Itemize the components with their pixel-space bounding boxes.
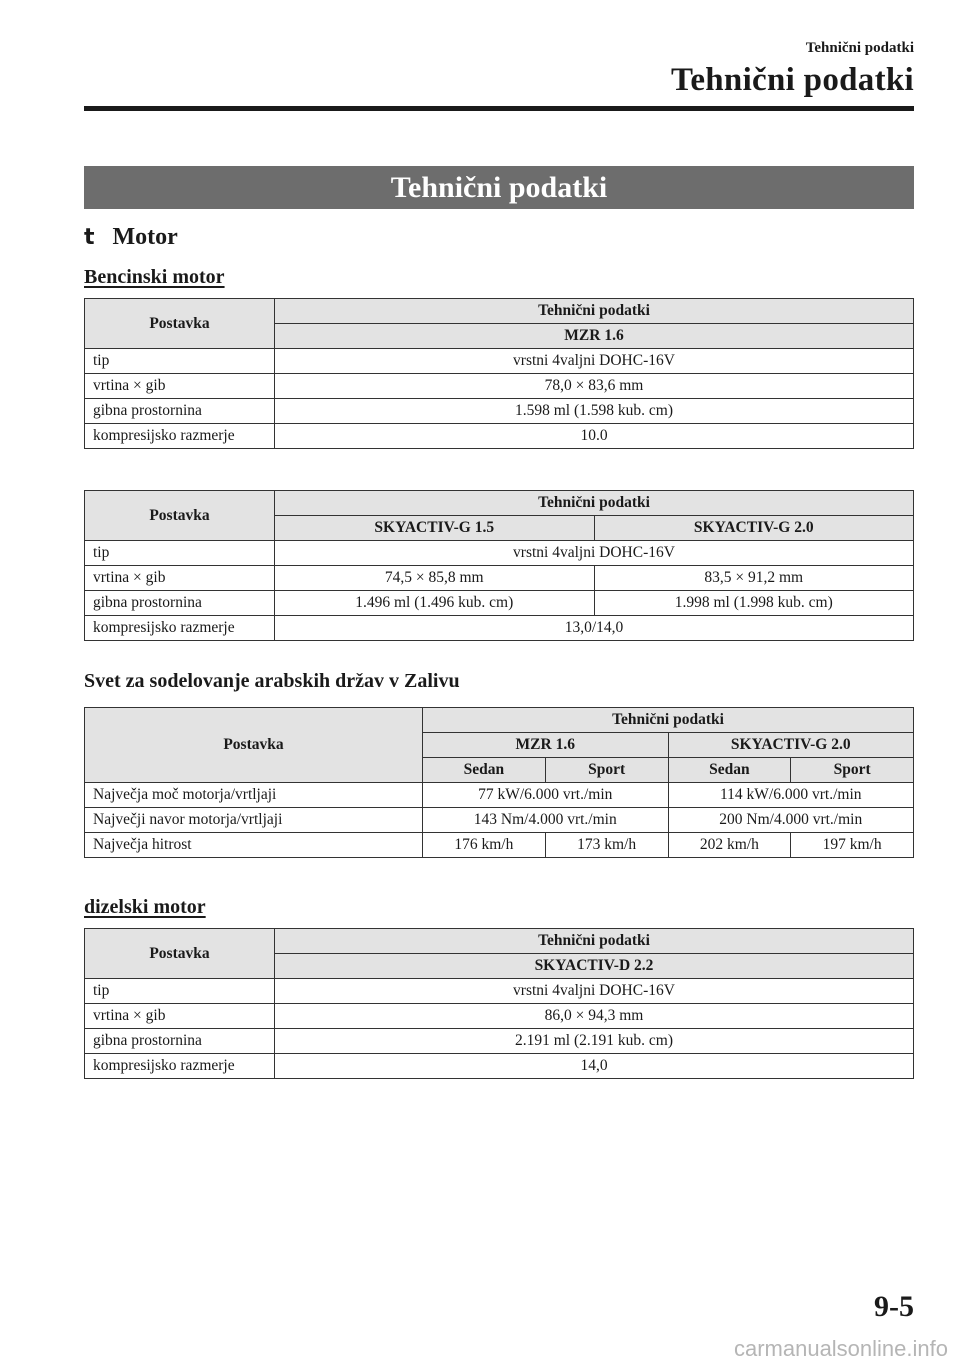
gcc-spec-table [84,707,914,858]
table-row: kompresijsko razmerje 14,0 [85,1054,914,1079]
column-header-item: Postavka [85,708,423,783]
column-header-item: Postavka [85,491,275,541]
body-header: Sedan [668,758,791,783]
section-title: Motor [112,224,178,250]
table-row: kompresijsko razmerje 13,0/14,0 [85,616,914,641]
diesel-spec-table [84,928,914,1079]
variant-header: SKYACTIV-D 2.2 [275,954,914,979]
diesel-heading: dizelski motor [84,896,206,918]
column-header-spec: Tehnični podatki [275,299,914,324]
column-header-spec: Tehnični podatki [275,929,914,954]
table-row: vrtina × gib 86,0 × 94,3 mm [85,1004,914,1029]
header-divider [84,106,914,111]
running-header: Tehnični podatki [805,40,914,56]
table-row: gibna prostornina 1.496 ml (1.496 kub. cm) 1.998 ml (1.998 kub. cm) [85,591,914,616]
column-header-item: Postavka [85,929,275,979]
table-row: kompresijsko razmerje 10.0 [85,424,914,449]
petrol-heading: Bencinski motor [84,266,225,288]
table-row: tip vrstni 4valjni DOHC-16V [85,349,914,374]
table-row: tip vrstni 4valjni DOHC-16V [85,979,914,1004]
table-row: Največji navor motorja/vrtljaji 143 Nm/4.000 vrt./min 200 Nm/4.000 vrt./min [85,808,914,833]
chapter-title: Tehnični podatki [671,62,914,98]
petrol-spec-table-2 [84,490,914,641]
watermark: carmanualsonline.info [733,1336,948,1361]
table-row: Največja hitrost 176 km/h 173 km/h 202 km/h 197 km/h [85,833,914,858]
column-header-spec: Tehnični podatki [275,491,914,516]
body-header: Sport [791,758,914,783]
variant-header: MZR 1.6 [275,324,914,349]
variant-header: MZR 1.6 [423,733,669,758]
column-header-item: Postavka [85,299,275,349]
table-row: Največja moč motorja/vrtljaji 77 kW/6.000 vrt./min 114 kW/6.000 vrt./min [85,783,914,808]
table-row: tip vrstni 4valjni DOHC-16V [85,541,914,566]
page-number: 9-5 [874,1290,914,1323]
gcc-heading: Svet za sodelovanje arabskih držav v Zalivu [84,670,460,692]
variant-header: SKYACTIV-G 2.0 [668,733,914,758]
petrol-spec-table-1 [84,298,914,449]
table-row: vrtina × gib 74,5 × 85,8 mm 83,5 × 91,2 mm [85,566,914,591]
column-header-spec: Tehnični podatki [423,708,914,733]
table-row: gibna prostornina 2.191 ml (2.191 kub. cm) [85,1029,914,1054]
section-banner: Tehnični podatki [84,166,914,209]
body-header: Sport [545,758,668,783]
variant-header: SKYACTIV-G 2.0 [594,516,914,541]
section-heading [84,224,178,251]
variant-header: SKYACTIV-G 1.5 [275,516,595,541]
table-row: gibna prostornina 1.598 ml (1.598 kub. cm) [85,399,914,424]
table-row: vrtina × gib 78,0 × 83,6 mm [85,374,914,399]
body-header: Sedan [423,758,546,783]
bullet-icon: t [84,225,95,250]
